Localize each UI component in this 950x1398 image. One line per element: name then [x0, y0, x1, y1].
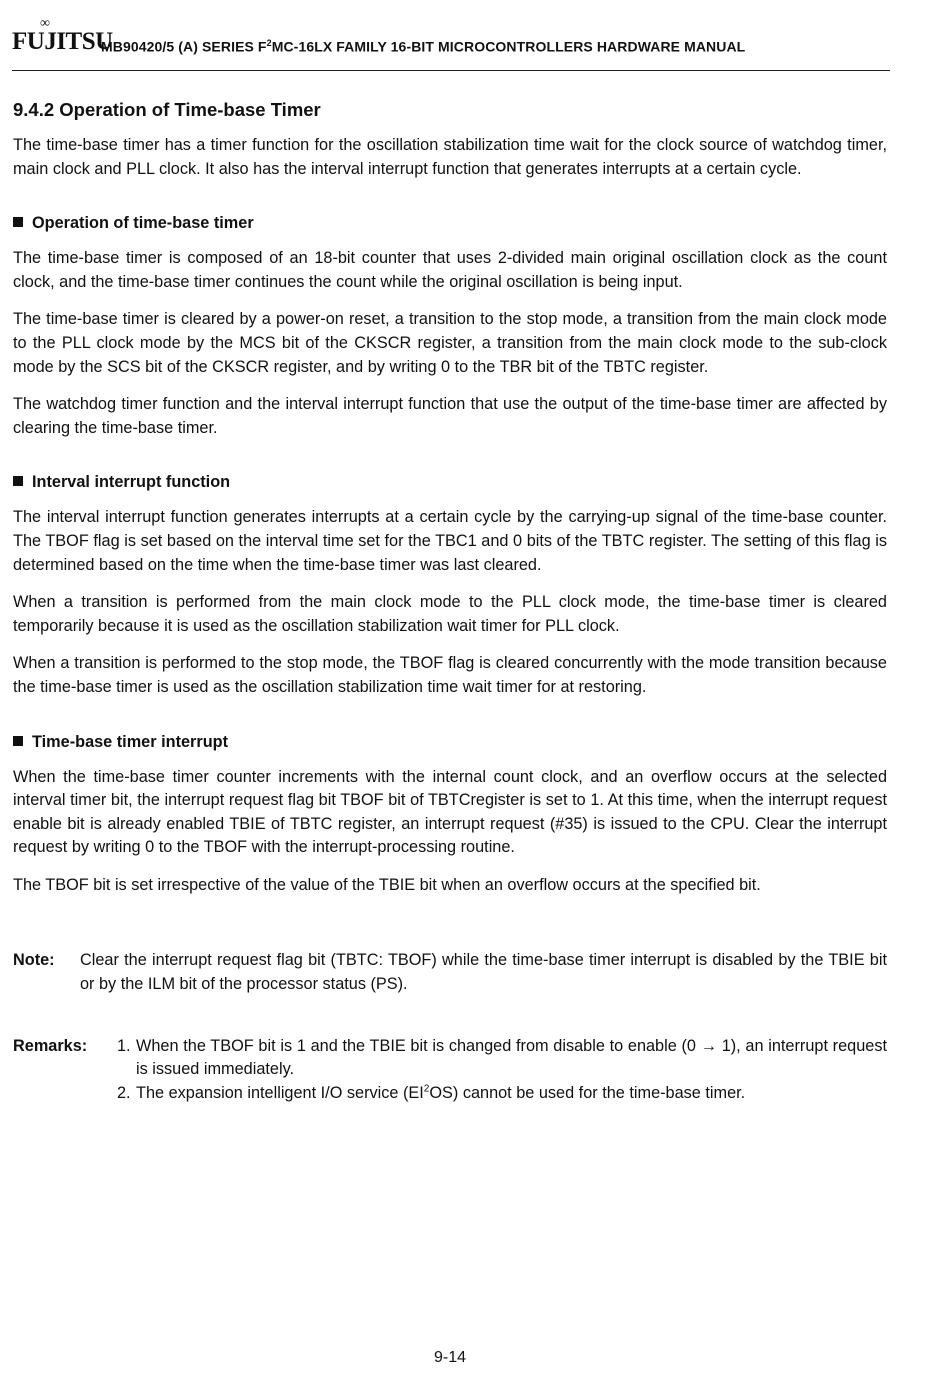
paragraph: The time-base timer is composed of an 18-bit counter that uses 2-divided main original oscillation clock as the count clock, and the time-base timer continues the count while the original oscillation is being input.: [13, 249, 887, 291]
subsection-heading-text: Operation of time-base timer: [32, 214, 254, 233]
list-item-text: When the TBOF bit is 1 and the TBIE bit is changed from disable to enable (0 → 1), an interrupt request is issued immediately.: [136, 1036, 887, 1079]
subsection-heading: [13, 211, 887, 235]
paragraph: The TBOF bit is set irrespective of the value of the TBIE bit when an overflow occurs at the specified bit.: [13, 875, 761, 894]
remarks-block: [13, 1035, 887, 1106]
paragraph: When a transition is performed to the stop mode, the TBOF flag is cleared concurrently with the mode transition because the time-base timer is used as the oscillation stabilization time wait timer for at restoring.: [13, 654, 887, 696]
list-item-text-sup: 2: [423, 1083, 430, 1095]
list-item-number: 1.: [117, 1036, 131, 1055]
manual-title-sup: 2: [266, 38, 272, 48]
infinity-icon: ∞: [40, 16, 50, 31]
page-header: [12, 18, 890, 71]
fujitsu-logo: [12, 16, 113, 56]
subsection-heading: [13, 470, 887, 494]
page-content: [13, 98, 887, 1105]
square-bullet-icon: [13, 217, 23, 227]
manual-title-post: MC-16LX FAMILY 16-BIT MICROCONTROLLERS HARDWARE MANUAL: [271, 38, 746, 55]
paragraph: The watchdog timer function and the interval interrupt function that use the output of the time-base timer are affected by clearing the time-base timer.: [13, 395, 887, 437]
list-item-text: [136, 1082, 887, 1106]
list-item-text-pre: The expansion intelligent I/O service (EI: [136, 1083, 424, 1102]
logo-text: FUJITSU: [12, 28, 113, 55]
remarks-label: Remarks:: [13, 1036, 88, 1055]
section-intro: The time-base timer has a timer function for the oscillation stabilization time wait for the clock source of watchdog timer, main clock and PLL clock. It also has the interval interrupt function that generates interrupts at a certain cycle.: [13, 136, 887, 178]
manual-title-pre: MB90420/5 (A) SERIES F: [101, 38, 267, 55]
subsection-heading-text: Interval interrupt function: [32, 473, 231, 492]
subsection-heading: [13, 730, 887, 754]
note-label: Note:: [13, 951, 55, 970]
list-item-number: 2.: [117, 1083, 131, 1102]
paragraph: The time-base timer is cleared by a power-on reset, a transition to the stop mode, a transition from the main clock mode to the PLL clock mode by the MCS bit of the CKSCR register, a transition from the main clock mode to the sub-clock mode by the SCS bit of the CKSCR register, and by writing 0 to the TBR bit of the TBTC register.: [13, 310, 887, 376]
list-item-text-post: OS) cannot be used for the time-base timer.: [429, 1083, 746, 1102]
note-text: Clear the interrupt request flag bit (TBTC: TBOF) while the time-base timer interrupt is disabled by the TBIE bit or by the ILM bit of the processor status (PS).: [80, 951, 887, 994]
list-item: [117, 1035, 887, 1082]
subsection-heading-text: Time-base timer interrupt: [32, 732, 229, 751]
manual-title: [101, 38, 745, 55]
page-number: 9-14: [433, 1349, 467, 1366]
paragraph: The interval interrupt function generates interrupts at a certain cycle by the carrying-up signal of the time-base counter. The TBOF flag is set based on the interval time set for the TBC1 and 0 bits of the TBTC register. The setting of this flag is determined based on the time when the time-base timer was last cleared.: [13, 508, 887, 574]
square-bullet-icon: [13, 736, 23, 746]
note-block: [13, 949, 887, 996]
list-item: [117, 1082, 887, 1106]
remarks-list: [117, 1035, 887, 1106]
section-title: 9.4.2 Operation of Time-base Timer: [13, 99, 321, 120]
square-bullet-icon: [13, 476, 23, 486]
paragraph: When a transition is performed from the main clock mode to the PLL clock mode, the time-base timer is cleared temporarily because it is used as the oscillation stabilization wait timer for PLL clock.: [13, 593, 887, 635]
paragraph: When the time-base timer counter increments with the internal count clock, and an overflow occurs at the selected interval timer bit, the interrupt request flag bit TBOF bit of TBTCregister is set to 1. At this time, when the interrupt request enable bit is already enabled TBIE of TBTC register, an interrupt request (#35) is issued to the CPU. Clear the interrupt request by writing 0 to the TBOF with the interrupt-processing routine.: [13, 767, 887, 857]
